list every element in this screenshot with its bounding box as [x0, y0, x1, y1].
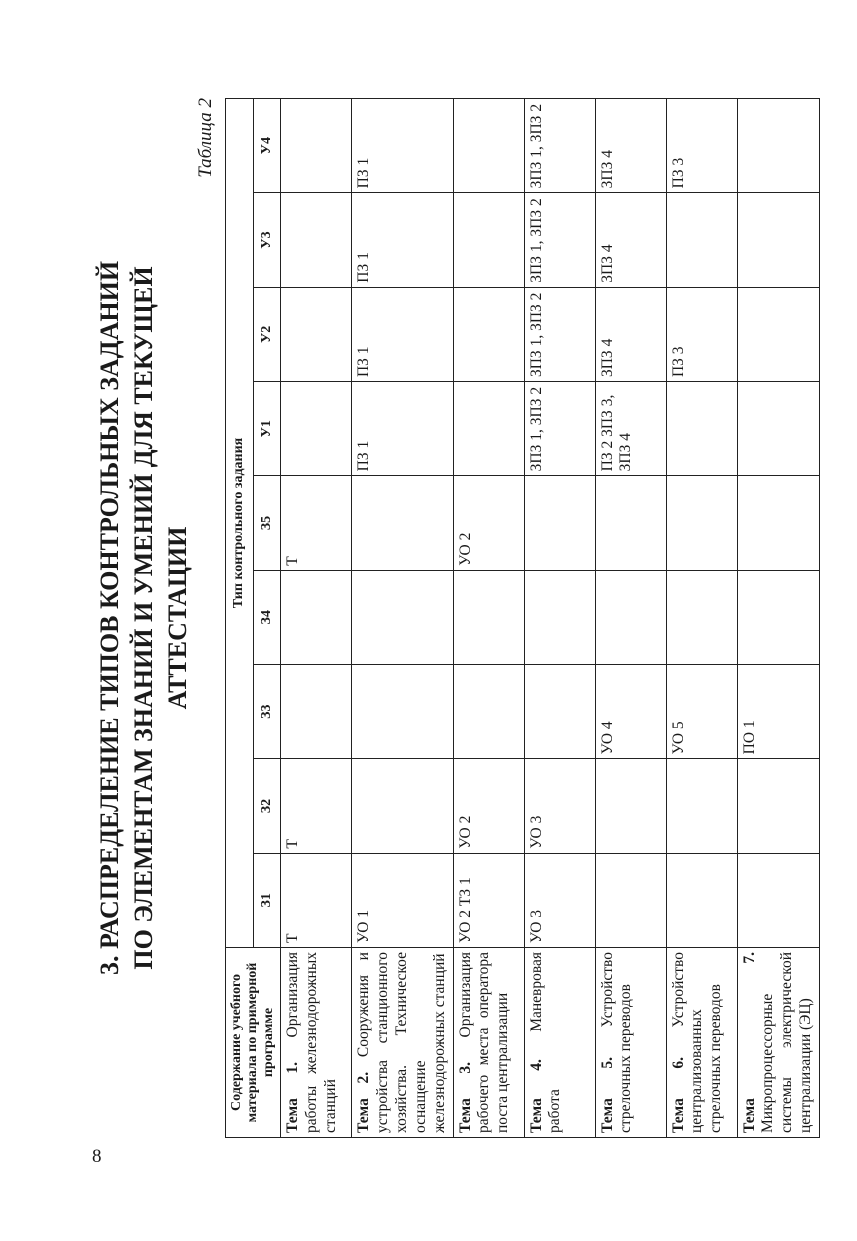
table-cell: ЗПЗ 4 — [595, 99, 666, 193]
topic-text: Организация работы железнодорожных станций — [284, 952, 339, 1133]
rotated-page-content — [93, 98, 815, 1138]
topic-number: Тема 5. — [598, 1056, 616, 1133]
table-row — [453, 99, 524, 1138]
table-cell: УО 1 — [352, 853, 454, 947]
table-cell — [453, 193, 524, 287]
table-cell — [737, 853, 820, 947]
table-cell: Т — [281, 476, 352, 570]
table-cell: УО 2 ТЗ 1 — [453, 853, 524, 947]
table-cell — [666, 193, 737, 287]
table-cell — [281, 287, 352, 381]
table-row — [595, 99, 666, 1138]
table-cell: УО 5 — [666, 665, 737, 759]
column-header: З4 — [253, 570, 281, 664]
table-cell — [352, 759, 454, 853]
title-line-3: АТТЕСТАЦИИ — [162, 526, 192, 710]
table-cell: ПЗ 3 — [666, 99, 737, 193]
control-task-table — [225, 98, 820, 1138]
table-cell: ЗПЗ 1, ЗПЗ 2 — [524, 287, 595, 381]
column-header: З2 — [253, 759, 281, 853]
table-cell: УО 3 — [524, 853, 595, 947]
table-cell: ЗПЗ 1, ЗПЗ 2 — [524, 382, 595, 476]
table-cell — [453, 99, 524, 193]
header-group: Тип контрольного задания — [226, 99, 254, 948]
column-header: У1 — [253, 382, 281, 476]
table-cell — [524, 665, 595, 759]
table-cell — [352, 665, 454, 759]
topic-cell — [737, 948, 820, 1138]
table-cell — [281, 570, 352, 664]
table-cell: ЗПЗ 4 — [595, 193, 666, 287]
table-cell: ПЗ 3 — [666, 287, 737, 381]
table-cell: ПЗ 2 ЗПЗ 3, ЗПЗ 4 — [595, 382, 666, 476]
column-header: У3 — [253, 193, 281, 287]
table-row — [737, 99, 820, 1138]
header-content: Содержание учебного материала по примерной программе — [226, 948, 281, 1138]
table-cell — [352, 570, 454, 664]
table-cell: ЗПЗ 1, ЗПЗ 2 — [524, 193, 595, 287]
topic-text: Устройство стрелочных переводов — [598, 952, 635, 1133]
table-cell — [666, 759, 737, 853]
table-cell: УО 4 — [595, 665, 666, 759]
table-cell — [281, 665, 352, 759]
table-cell: УО 3 — [524, 759, 595, 853]
table-cell — [737, 99, 820, 193]
table-row — [352, 99, 454, 1138]
table-cell — [737, 570, 820, 664]
table-cell — [281, 382, 352, 476]
table-cell — [453, 665, 524, 759]
table-cell — [666, 853, 737, 947]
table-cell — [281, 99, 352, 193]
table-cell: Т — [281, 759, 352, 853]
topic-number: Тема 2. — [355, 1071, 372, 1133]
topic-number: Тема 3. — [456, 1062, 474, 1133]
table-cell — [595, 476, 666, 570]
topic-cell — [595, 948, 666, 1138]
table-cell: ПЗ 1 — [352, 382, 454, 476]
table-row — [666, 99, 737, 1138]
table-cell — [352, 476, 454, 570]
column-header: З3 — [253, 665, 281, 759]
column-header: З5 — [253, 476, 281, 570]
table-cell — [524, 476, 595, 570]
table-cell: ПЗ 1 — [352, 99, 454, 193]
table-cell — [737, 759, 820, 853]
topic-text: Микропроцессорные системы электрической централизации (ЭЦ) — [759, 952, 815, 1133]
topic-number: Тема 7. — [740, 952, 758, 1133]
table-cell: Т — [281, 853, 352, 947]
table-cell — [666, 570, 737, 664]
table-cell — [524, 570, 595, 664]
column-header: У4 — [253, 99, 281, 193]
topic-cell — [352, 948, 454, 1138]
table-cell — [737, 287, 820, 381]
topic-text: Маневровая работа — [527, 952, 564, 1133]
topic-cell — [281, 948, 352, 1138]
table-cell — [737, 382, 820, 476]
topic-number: Тема 1. — [284, 1062, 301, 1133]
table-cell: ПЗ 1 — [352, 193, 454, 287]
table-cell — [281, 193, 352, 287]
table-caption: Таблица 2 — [195, 98, 216, 178]
table-cell — [453, 570, 524, 664]
topic-number: Тема 6. — [669, 1056, 687, 1133]
topic-text: Устройство централизованных стрелочных переводов — [669, 952, 725, 1133]
topic-number: Тема 4. — [527, 1059, 545, 1133]
column-header: З1 — [253, 853, 281, 947]
control-task-table-wrapper — [225, 98, 820, 1138]
title-line-1: 3. РАСПРЕДЕЛЕНИЕ ТИПОВ КОНТРОЛЬНЫХ ЗАДАНИЙ — [95, 260, 124, 976]
topic-text: Сооружения и устройства станционного хозяйства. Техническое оснащение железнодорожных станций — [355, 952, 448, 1133]
section-title — [93, 98, 213, 1138]
table-row — [281, 99, 352, 1138]
table-cell: ПЗ 1 — [352, 287, 454, 381]
table-cell — [595, 759, 666, 853]
topic-text: Организация рабочего места оператора поста централизации — [456, 952, 512, 1133]
table-cell: ПО 1 — [737, 665, 820, 759]
topic-cell — [453, 948, 524, 1138]
table-cell: ЗПЗ 1, ЗПЗ 2 — [524, 99, 595, 193]
column-header: У2 — [253, 287, 281, 381]
table-cell — [737, 193, 820, 287]
header-row-1 — [226, 99, 254, 1138]
topic-cell — [666, 948, 737, 1138]
table-cell: УО 2 — [453, 476, 524, 570]
table-row — [524, 99, 595, 1138]
table-cell — [737, 476, 820, 570]
table-cell — [453, 287, 524, 381]
table-cell — [666, 476, 737, 570]
table-cell: ЗПЗ 4 — [595, 287, 666, 381]
table-cell — [595, 853, 666, 947]
table-cell — [453, 382, 524, 476]
table-cell: УО 2 — [453, 759, 524, 853]
title-line-2: ПО ЭЛЕМЕНТАМ ЗНАНИЙ И УМЕНИЙ ДЛЯ ТЕКУЩЕЙ — [128, 266, 158, 970]
topic-cell — [524, 948, 595, 1138]
page-number: 8 — [92, 1146, 102, 1167]
table-cell — [666, 382, 737, 476]
table-cell — [595, 570, 666, 664]
